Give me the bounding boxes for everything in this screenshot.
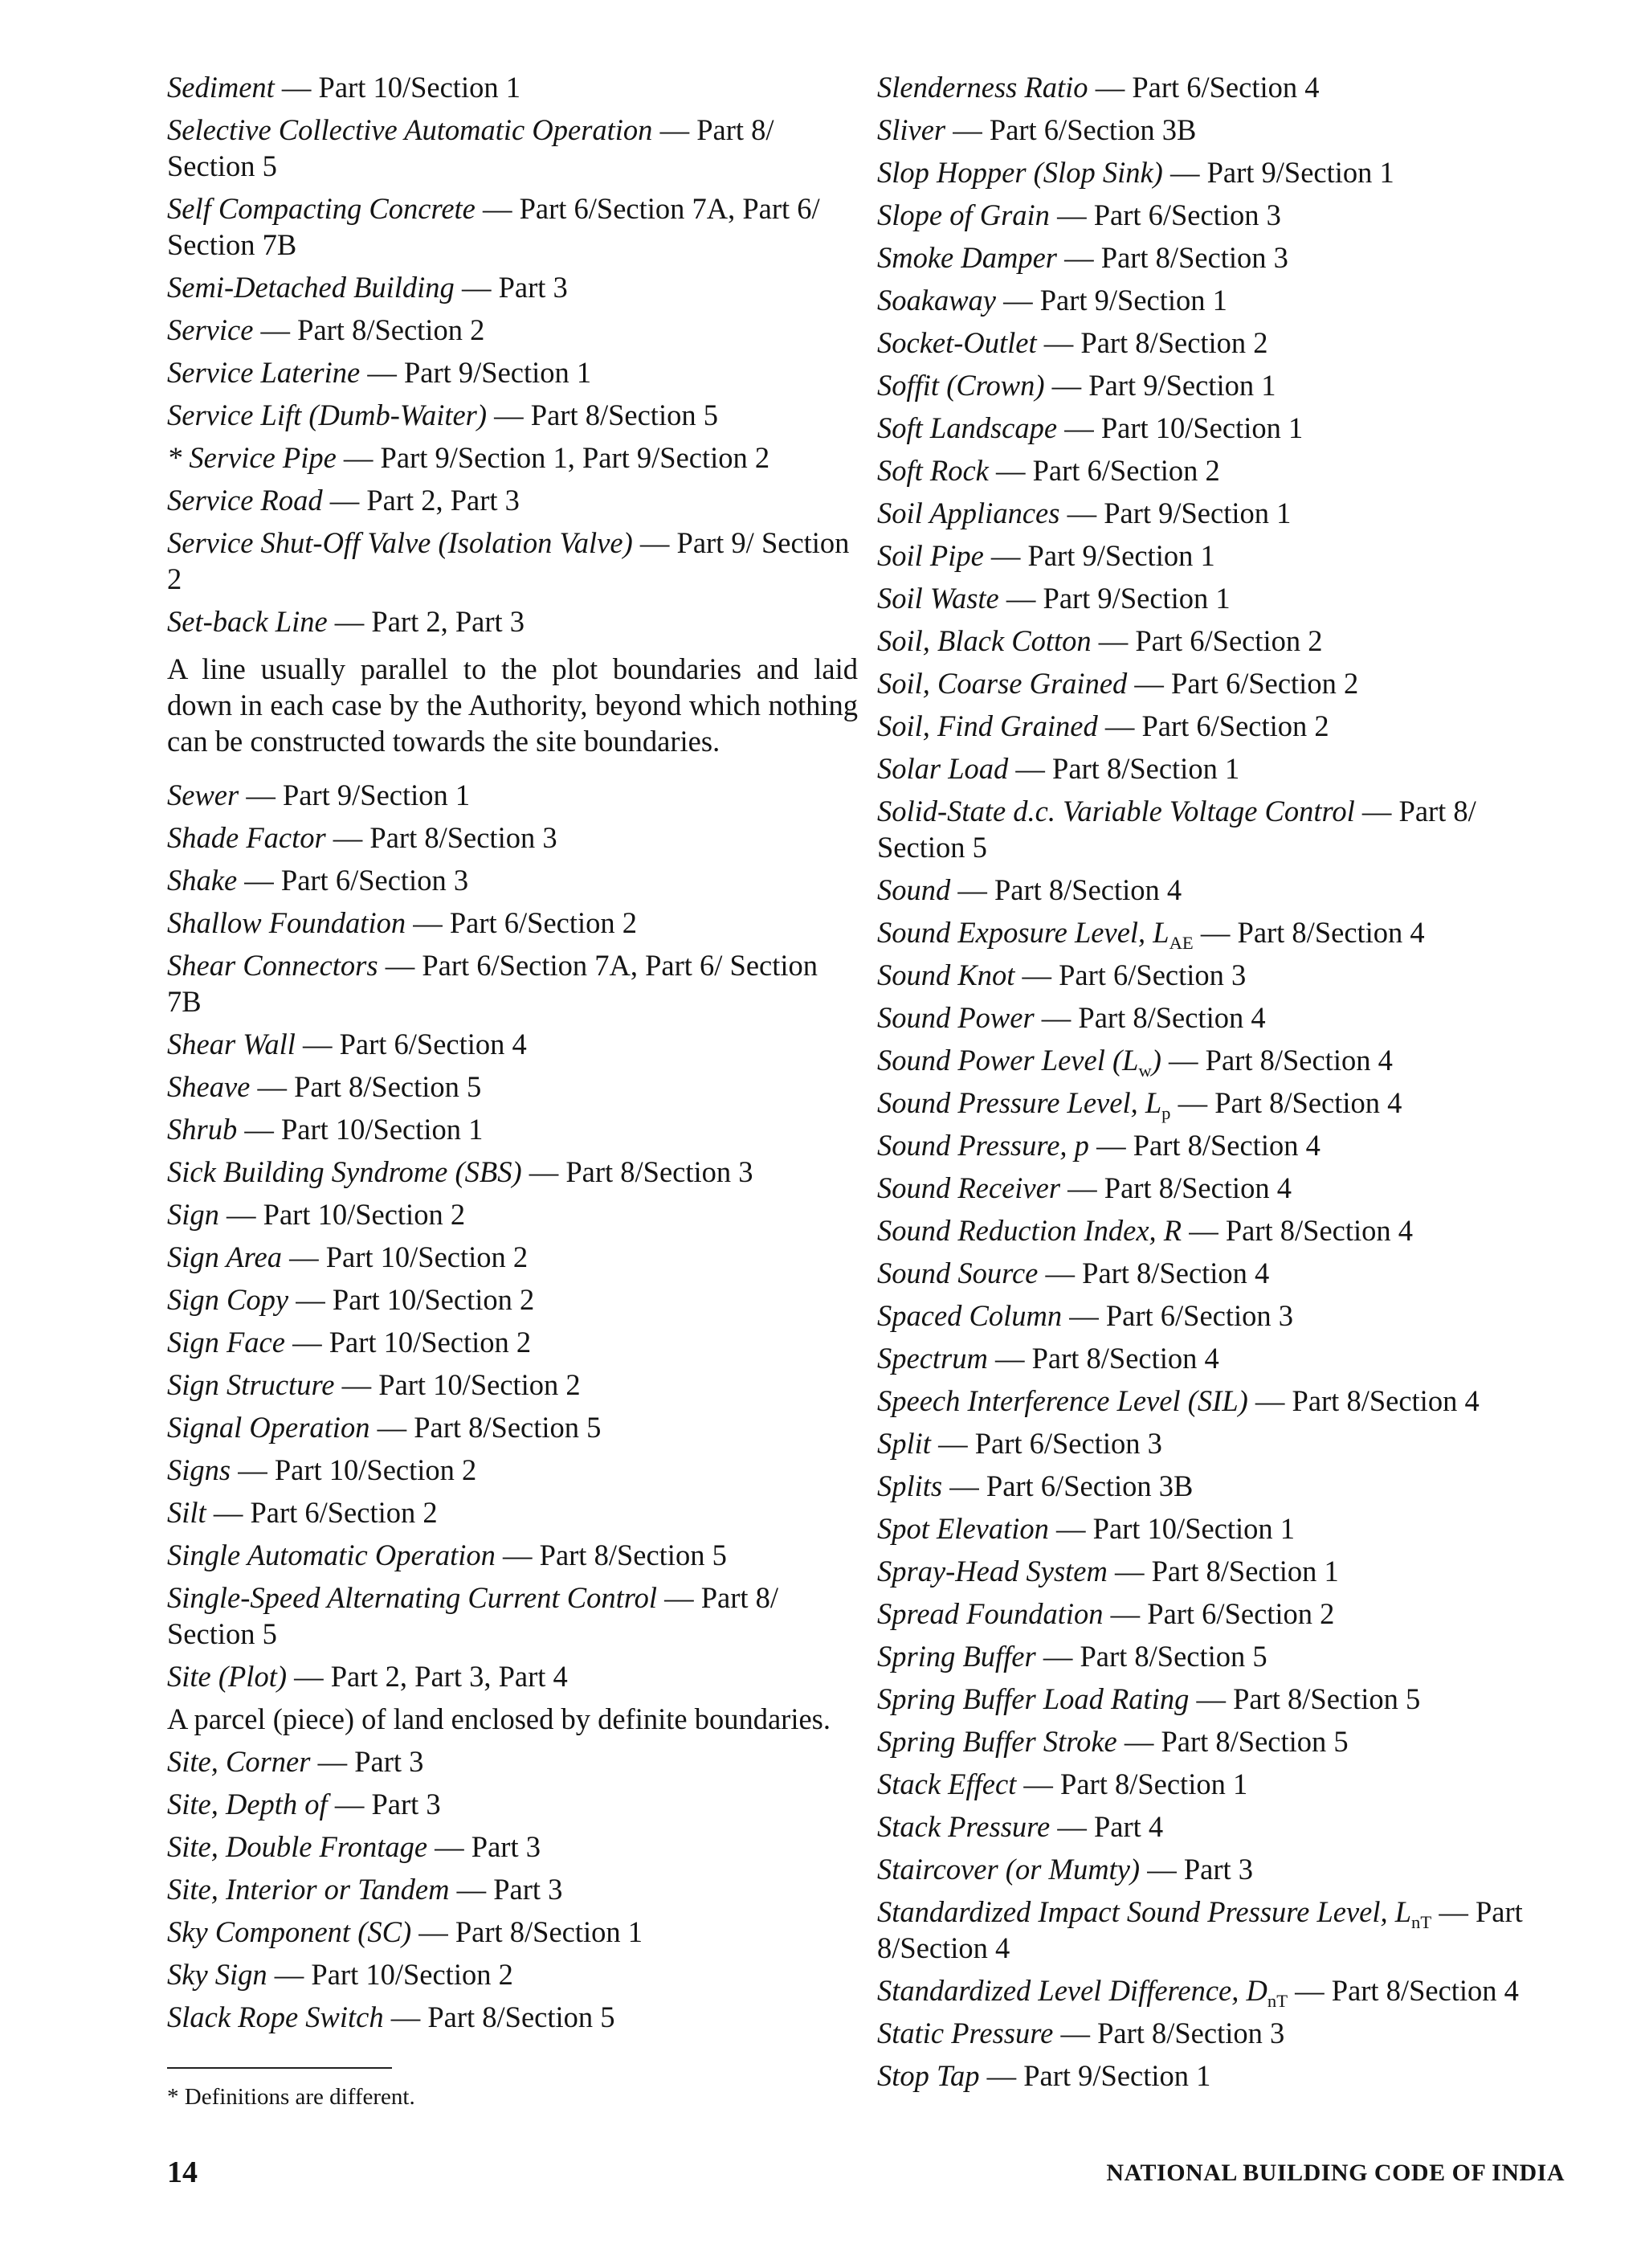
- index-entry: [877, 750, 1560, 787]
- entry-term: Single-Speed Alternating Current Control: [167, 1581, 657, 1614]
- entry-term: Self Compacting Concrete: [167, 192, 476, 225]
- entry-term: Sliver: [877, 113, 946, 146]
- entry-reference: — Part 3: [1140, 1853, 1253, 1886]
- index-entry: [877, 1255, 1560, 1291]
- index-entry: [167, 439, 858, 476]
- index-entry: [877, 665, 1560, 701]
- entry-term: Spectrum: [877, 1342, 988, 1375]
- entry-term: Site, Corner: [167, 1745, 311, 1778]
- entry-reference: — Part 10/Section 1: [1057, 411, 1304, 444]
- entry-reference: — Part 8/Section 4: [1193, 916, 1425, 949]
- entry-reference: — Part 8/Section 1: [1016, 1767, 1248, 1800]
- entry-reference: — Part 9/Section 1: [1059, 497, 1292, 529]
- entry-term: Stack Effect: [877, 1767, 1017, 1800]
- entry-reference: — Part 4: [1050, 1810, 1164, 1843]
- entry-reference: — Part 8/Section 5: [383, 2000, 615, 2033]
- entry-term: Sound: [877, 873, 951, 906]
- entry-reference: — Part 6/Section 3: [237, 864, 469, 897]
- index-entry: [877, 1851, 1560, 1887]
- index-entry: [877, 1723, 1560, 1759]
- index-entry: [877, 1340, 1560, 1376]
- entry-reference: — Part 9/Section 1, Part 9/Section 2: [336, 441, 770, 474]
- entry-reference: — Part 2, Part 3: [327, 605, 525, 638]
- entry-term: Shrub: [167, 1113, 238, 1146]
- entry-reference: — Part 6/Section 2: [206, 1496, 438, 1529]
- index-entry: [167, 819, 858, 856]
- index-entry: [877, 1596, 1560, 1632]
- entry-reference: — Part 8/Section 5: [487, 398, 718, 431]
- entry-term: * Service Pipe: [167, 441, 337, 474]
- entry-term: Service Laterine: [167, 356, 361, 389]
- entry-reference: — Part 6/Section 3: [1062, 1299, 1294, 1332]
- entry-reference: — Part 6/Section 7A, Part 6/ Section 7B: [167, 192, 820, 261]
- page-number: 14: [167, 2156, 198, 2189]
- entry-reference: — Part 8/Section 4: [1060, 1171, 1292, 1204]
- entry-reference: — Part 9/Section 1: [983, 539, 1215, 572]
- index-entry: [167, 1871, 858, 1907]
- entry-term: Split: [877, 1427, 931, 1460]
- entry-reference: — Part 9/Section 1: [239, 778, 471, 811]
- index-entry: [167, 69, 858, 105]
- entry-term: Sick Building Syndrome (SBS): [167, 1155, 522, 1188]
- entry-term: Speech Interference Level (SIL): [877, 1384, 1248, 1417]
- index-entry: [167, 1999, 858, 2035]
- entry-reference: — Part 8/Section 2: [1036, 326, 1268, 359]
- entry-reference: — Part 8/Section 3: [325, 821, 557, 854]
- index-entry: [167, 1579, 858, 1652]
- left-column: [167, 69, 858, 2041]
- entry-term: Sign Area: [167, 1240, 282, 1273]
- entry-term: Sound Reduction Index, R: [877, 1214, 1182, 1247]
- index-entry: [877, 452, 1560, 488]
- entry-term: Semi-Detached Building: [167, 271, 455, 304]
- entry-reference: — Part 6/Section 2: [988, 454, 1220, 487]
- entry-term: Shear Wall: [167, 1028, 296, 1060]
- entry-reference: — Part 8/Section 4: [1247, 1384, 1480, 1417]
- index-entry: [877, 367, 1560, 403]
- index-entry: [877, 1766, 1560, 1802]
- index-entry: [167, 777, 858, 813]
- entry-reference: — Part 10/Section 2: [284, 1326, 532, 1359]
- entry-term: Static Pressure: [877, 2017, 1054, 2049]
- entry-reference: — Part 8/Section 4: [1170, 1086, 1402, 1119]
- entry-reference: — Part 8/ Section 5: [167, 113, 774, 182]
- entry-term: Site (Plot): [167, 1660, 287, 1693]
- index-entry: [167, 1914, 858, 1950]
- entry-term: Sky Sign: [167, 1958, 267, 1991]
- index-entry: [877, 957, 1560, 993]
- entry-term: Spring Buffer: [877, 1640, 1036, 1673]
- entry-reference: — Part 9/Section 1: [996, 284, 1227, 317]
- index-entry: [877, 623, 1560, 659]
- left-entries-part-3: [167, 1743, 858, 2035]
- entry-reference: — Part 8/Section 4: [877, 1895, 1523, 1964]
- entry-term: Stop Tap: [877, 2059, 980, 2092]
- index-entry: [167, 397, 858, 433]
- entry-reference: — Part 8/Section 5: [250, 1070, 482, 1103]
- entry-term: Slop Hopper (Slop Sink): [877, 156, 1163, 189]
- entry-reference: — Part 6/Section 2: [1103, 1597, 1335, 1630]
- entry-reference: — Part 8/Section 4: [1038, 1257, 1270, 1289]
- entry-term: Site, Double Frontage: [167, 1830, 428, 1863]
- entry-reference: — Part 10/Section 2: [334, 1368, 581, 1401]
- running-title: NATIONAL BUILDING CODE OF INDIA: [1106, 2160, 1565, 2186]
- entry-term: Signal Operation: [167, 1411, 370, 1444]
- entry-term: Stack Pressure: [877, 1810, 1051, 1843]
- entry-term: Shade Factor: [167, 821, 326, 854]
- index-entry: [167, 862, 858, 898]
- index-entry: [877, 999, 1560, 1036]
- entry-term: Smoke Damper: [877, 241, 1058, 274]
- entry-term: Spaced Column: [877, 1299, 1063, 1332]
- entry-reference: — Part 8/Section 4: [950, 873, 1182, 906]
- entry-term: Solar Load: [877, 752, 1009, 785]
- index-entry: [877, 1425, 1560, 1461]
- entry-reference: — Part 2, Part 3: [322, 484, 520, 517]
- site-plot-definition: A parcel (piece) of land enclosed by definite boundaries.: [167, 1702, 831, 1735]
- index-entry: [167, 905, 858, 941]
- index-entry: [167, 482, 858, 518]
- entry-reference: — Part 8/Section 4: [1034, 1001, 1266, 1034]
- index-entry: [877, 1170, 1560, 1206]
- entry-term: Sewer: [167, 778, 239, 811]
- entry-reference: — Part 6/Section 2: [1097, 709, 1329, 742]
- entry-reference: — Part 8/ Section 5: [877, 795, 1476, 864]
- index-entry: [167, 603, 858, 640]
- entry-term: Soffit (Crown): [877, 369, 1045, 402]
- entry-reference: — Part 8/Section 3: [1053, 2017, 1285, 2049]
- entry-subscript: w: [1138, 1060, 1152, 1081]
- entry-reference: — Part 6/Section 3: [1014, 958, 1247, 991]
- index-entry: [167, 1111, 858, 1147]
- index-entry: [167, 1367, 858, 1403]
- footnote: * Definitions are different.: [167, 2084, 415, 2110]
- entry-term: Service Shut-Off Valve (Isolation Valve): [167, 526, 633, 559]
- entry-term: Soakaway: [877, 284, 996, 317]
- entry-reference: — Part 9/Section 1: [1162, 156, 1394, 189]
- entry-term: Socket-Outlet: [877, 326, 1037, 359]
- entry-reference: — Part 8/Section 4: [1288, 1974, 1519, 2007]
- entry-reference: — Part 8/Section 3: [521, 1155, 753, 1188]
- index-entry: [167, 1743, 858, 1780]
- index-entry: [167, 1239, 858, 1275]
- entry-reference: — Part 6/Section 3B: [942, 1469, 1194, 1502]
- entry-reference: — Part 9/ Section 2: [167, 526, 850, 595]
- entry-subscript: nT: [1411, 1911, 1432, 1932]
- index-entry: [877, 2058, 1560, 2094]
- entry-reference: — Part 6/Section 3: [930, 1427, 1162, 1460]
- footnote-rule: [167, 2067, 392, 2069]
- entry-reference: — Part 10/Section 1: [274, 71, 520, 104]
- entry-term: Soil, Find Grained: [877, 709, 1098, 742]
- setback-line-definition: A line usually parallel to the plot boundaries and laid down in each case by the Authority, beyond which nothing can be constructed towards the site boundaries.: [167, 652, 858, 758]
- entry-reference: — Part 10/Section 2: [281, 1240, 529, 1273]
- left-entries-part-2: [167, 777, 858, 1694]
- entry-term: Sky Component (SC): [167, 1915, 412, 1948]
- index-entry: [877, 1681, 1560, 1717]
- entry-term: Soil Pipe: [877, 539, 984, 572]
- entry-term: Soft Landscape: [877, 411, 1058, 444]
- entry-reference: — Part 9/Section 1: [1044, 369, 1276, 402]
- entry-reference: — Part 6/Section 2: [406, 906, 638, 939]
- entry-term: Spot Elevation: [877, 1512, 1049, 1545]
- index-entry: [167, 1786, 858, 1822]
- index-entry: [877, 1127, 1560, 1163]
- entry-term: Slack Rope Switch: [167, 2000, 384, 2033]
- index-entry: [167, 1196, 858, 1232]
- entry-term: Sign Copy: [167, 1283, 289, 1316]
- entry-term: Selective Collective Automatic Operation: [167, 113, 653, 146]
- entry-reference: — Part 9/Section 1: [979, 2059, 1211, 2092]
- entry-reference: — Part 10/Section 2: [288, 1283, 535, 1316]
- entry-term: Service: [167, 313, 254, 346]
- entry-term: Sound Pressure Level, L: [877, 1086, 1162, 1119]
- entry-term: Sound Source: [877, 1257, 1039, 1289]
- entry-term: Set-back Line: [167, 605, 328, 638]
- entry-term: Soil Appliances: [877, 497, 1060, 529]
- entry-reference: — Part 10/Section 1: [237, 1113, 484, 1146]
- entry-term: Sound Power Level (L: [877, 1044, 1139, 1077]
- entry-reference: — Part 3: [449, 1873, 563, 1906]
- entry-reference: — Part 8/Section 1: [1008, 752, 1240, 785]
- entry-term: Service Road: [167, 484, 323, 517]
- entry-term: Sound Exposure Level, L: [877, 916, 1169, 949]
- entry-reference: — Part 10/Section 1: [1048, 1512, 1296, 1545]
- index-entry: [167, 1452, 858, 1488]
- entry-reference: — Part 3: [327, 1788, 441, 1821]
- entry-term: Shallow Foundation: [167, 906, 406, 939]
- index-entry: [167, 312, 858, 348]
- index-entry: [877, 872, 1560, 908]
- entry-term-suffix: ): [1151, 1044, 1161, 1077]
- entry-term: Sheave: [167, 1070, 251, 1103]
- index-entry: [167, 1026, 858, 1062]
- entry-term: Shear Connectors: [167, 949, 378, 982]
- index-entry: [167, 1324, 858, 1360]
- index-entry: [877, 1297, 1560, 1334]
- index-entry: [877, 410, 1560, 446]
- entry-reference: — Part 6/Section 2: [1127, 667, 1359, 700]
- left-entries-part-1: [167, 69, 858, 640]
- index-entry: [877, 197, 1560, 233]
- entry-term: Slope of Grain: [877, 198, 1050, 231]
- index-entry: [877, 1638, 1560, 1674]
- entry-term: Sign: [167, 1198, 219, 1231]
- index-entry: [877, 1468, 1560, 1504]
- entry-reference: — Part 2, Part 3, Part 4: [287, 1660, 568, 1693]
- entry-subscript: nT: [1267, 1990, 1288, 2011]
- entry-reference: — Part 9/Section 1: [998, 582, 1231, 615]
- index-entry: [167, 947, 858, 1020]
- entry-term: Soft Rock: [877, 454, 989, 487]
- entry-reference: — Part 6/Section 3: [1049, 198, 1281, 231]
- entry-term: Site, Interior or Tandem: [167, 1873, 450, 1906]
- index-entry: [877, 239, 1560, 276]
- entry-term: Soil, Black Cotton: [877, 624, 1092, 657]
- entry-reference: — Part 8/ Section 5: [167, 1581, 779, 1650]
- entry-reference: — Part 8/Section 5: [369, 1411, 602, 1444]
- entry-reference: — Part 6/Section 7A, Part 6/ Section 7B: [167, 949, 818, 1018]
- entry-term: Sediment: [167, 71, 275, 104]
- index-entry: [877, 708, 1560, 744]
- index-entry: [167, 1281, 858, 1318]
- entry-term: Standardized Level Difference, D: [877, 1974, 1267, 2007]
- entry-term: Silt: [167, 1496, 206, 1529]
- entry-term: Sign Face: [167, 1326, 285, 1359]
- entry-term: Spring Buffer Stroke: [877, 1725, 1117, 1758]
- index-entry: [167, 1658, 858, 1694]
- entry-reference: — Part 9/Section 1: [360, 356, 592, 389]
- entry-reference: — Part 3: [454, 271, 568, 304]
- entry-term: Sound Pressure, p: [877, 1129, 1089, 1162]
- entry-term: Soil, Coarse Grained: [877, 667, 1128, 700]
- index-entry: [167, 1494, 858, 1530]
- index-entry: [167, 269, 858, 305]
- index-entry: [877, 282, 1560, 318]
- entry-reference: — Part 8/Section 4: [987, 1342, 1219, 1375]
- index-entry: [877, 495, 1560, 531]
- entry-reference: — Part 6/Section 4: [295, 1028, 527, 1060]
- index-entry: [877, 1553, 1560, 1589]
- index-entry: [877, 793, 1560, 865]
- entry-term: Service Lift (Dumb-Waiter): [167, 398, 488, 431]
- entry-term: Single Automatic Operation: [167, 1539, 496, 1571]
- entry-reference: — Part 3: [427, 1830, 541, 1863]
- index-entry: [877, 1972, 1560, 2009]
- right-entries: [877, 69, 1560, 2094]
- index-entry: [877, 154, 1560, 190]
- index-entry: [877, 1042, 1560, 1081]
- entry-reference: — Part 8/Section 1: [411, 1915, 643, 1948]
- entry-reference: — Part 8/Section 2: [253, 313, 485, 346]
- entry-term: Shake: [167, 864, 238, 897]
- entry-reference: — Part 6/Section 2: [1091, 624, 1323, 657]
- index-entry: [167, 112, 858, 184]
- entry-reference: — Part 8/Section 4: [1182, 1214, 1414, 1247]
- index-entry: [877, 112, 1560, 148]
- entry-reference: — Part 10/Section 2: [267, 1958, 513, 1991]
- index-entry: [877, 580, 1560, 616]
- entry-reference: — Part 8/Section 5: [495, 1539, 727, 1571]
- entry-reference: — Part 3: [310, 1745, 424, 1778]
- index-entry: [167, 1069, 858, 1105]
- index-entry: [877, 1212, 1560, 1248]
- entry-reference: — Part 8/Section 5: [1116, 1725, 1349, 1758]
- entry-reference: — Part 10/Section 2: [231, 1453, 477, 1486]
- right-column: [877, 69, 1560, 2100]
- index-entry: [877, 325, 1560, 361]
- entry-reference: — Part 8/Section 4: [1088, 1129, 1320, 1162]
- entry-subscript: AE: [1169, 932, 1194, 953]
- entry-term: Sign Structure: [167, 1368, 335, 1401]
- entry-reference: — Part 6/Section 3B: [945, 113, 1197, 146]
- entry-term: Soil Waste: [877, 582, 999, 615]
- entry-reference: — Part 8/Section 5: [1035, 1640, 1267, 1673]
- index-entry: [877, 537, 1560, 574]
- index-entry: [877, 1510, 1560, 1547]
- entry-reference: — Part 10/Section 2: [218, 1198, 466, 1231]
- entry-term: Site, Depth of: [167, 1788, 328, 1821]
- entry-term: Standardized Impact Sound Pressure Level, L: [877, 1895, 1412, 1928]
- entry-term: Slenderness Ratio: [877, 71, 1088, 104]
- entry-term: Sound Knot: [877, 958, 1015, 991]
- entry-term: Spray-Head System: [877, 1555, 1108, 1588]
- entry-reference: — Part 8/Section 5: [1189, 1682, 1421, 1715]
- index-entry: [877, 2015, 1560, 2051]
- index-entry: [877, 1383, 1560, 1419]
- index-entry: [877, 69, 1560, 105]
- index-entry: [167, 1537, 858, 1573]
- index-entry: [167, 1829, 858, 1865]
- entry-subscript: p: [1161, 1102, 1171, 1123]
- index-entry: [877, 914, 1560, 953]
- index-entry: [877, 1085, 1560, 1121]
- entry-term: Spread Foundation: [877, 1597, 1104, 1630]
- entry-term: Signs: [167, 1453, 231, 1486]
- entry-term: Sound Receiver: [877, 1171, 1061, 1204]
- entry-term: Solid-State d.c. Variable Voltage Control: [877, 795, 1355, 828]
- entry-term: Splits: [877, 1469, 943, 1502]
- index-entry: [167, 525, 858, 597]
- index-entry: [167, 1956, 858, 1992]
- entry-term: Staircover (or Mumty): [877, 1853, 1141, 1886]
- index-entry: [167, 190, 858, 263]
- index-entry: [167, 1409, 858, 1445]
- entry-reference: — Part 8/Section 1: [1107, 1555, 1339, 1588]
- index-entry: [877, 1808, 1560, 1845]
- entry-reference: — Part 8/Section 3: [1057, 241, 1288, 274]
- index-entry: [167, 1154, 858, 1190]
- entry-term: Sound Power: [877, 1001, 1035, 1034]
- index-entry: [167, 354, 858, 390]
- entry-term: Spring Buffer Load Rating: [877, 1682, 1190, 1715]
- entry-reference: — Part 8/Section 4: [1161, 1044, 1393, 1077]
- index-entry: [877, 1894, 1560, 1966]
- entry-reference: — Part 6/Section 4: [1088, 71, 1320, 104]
